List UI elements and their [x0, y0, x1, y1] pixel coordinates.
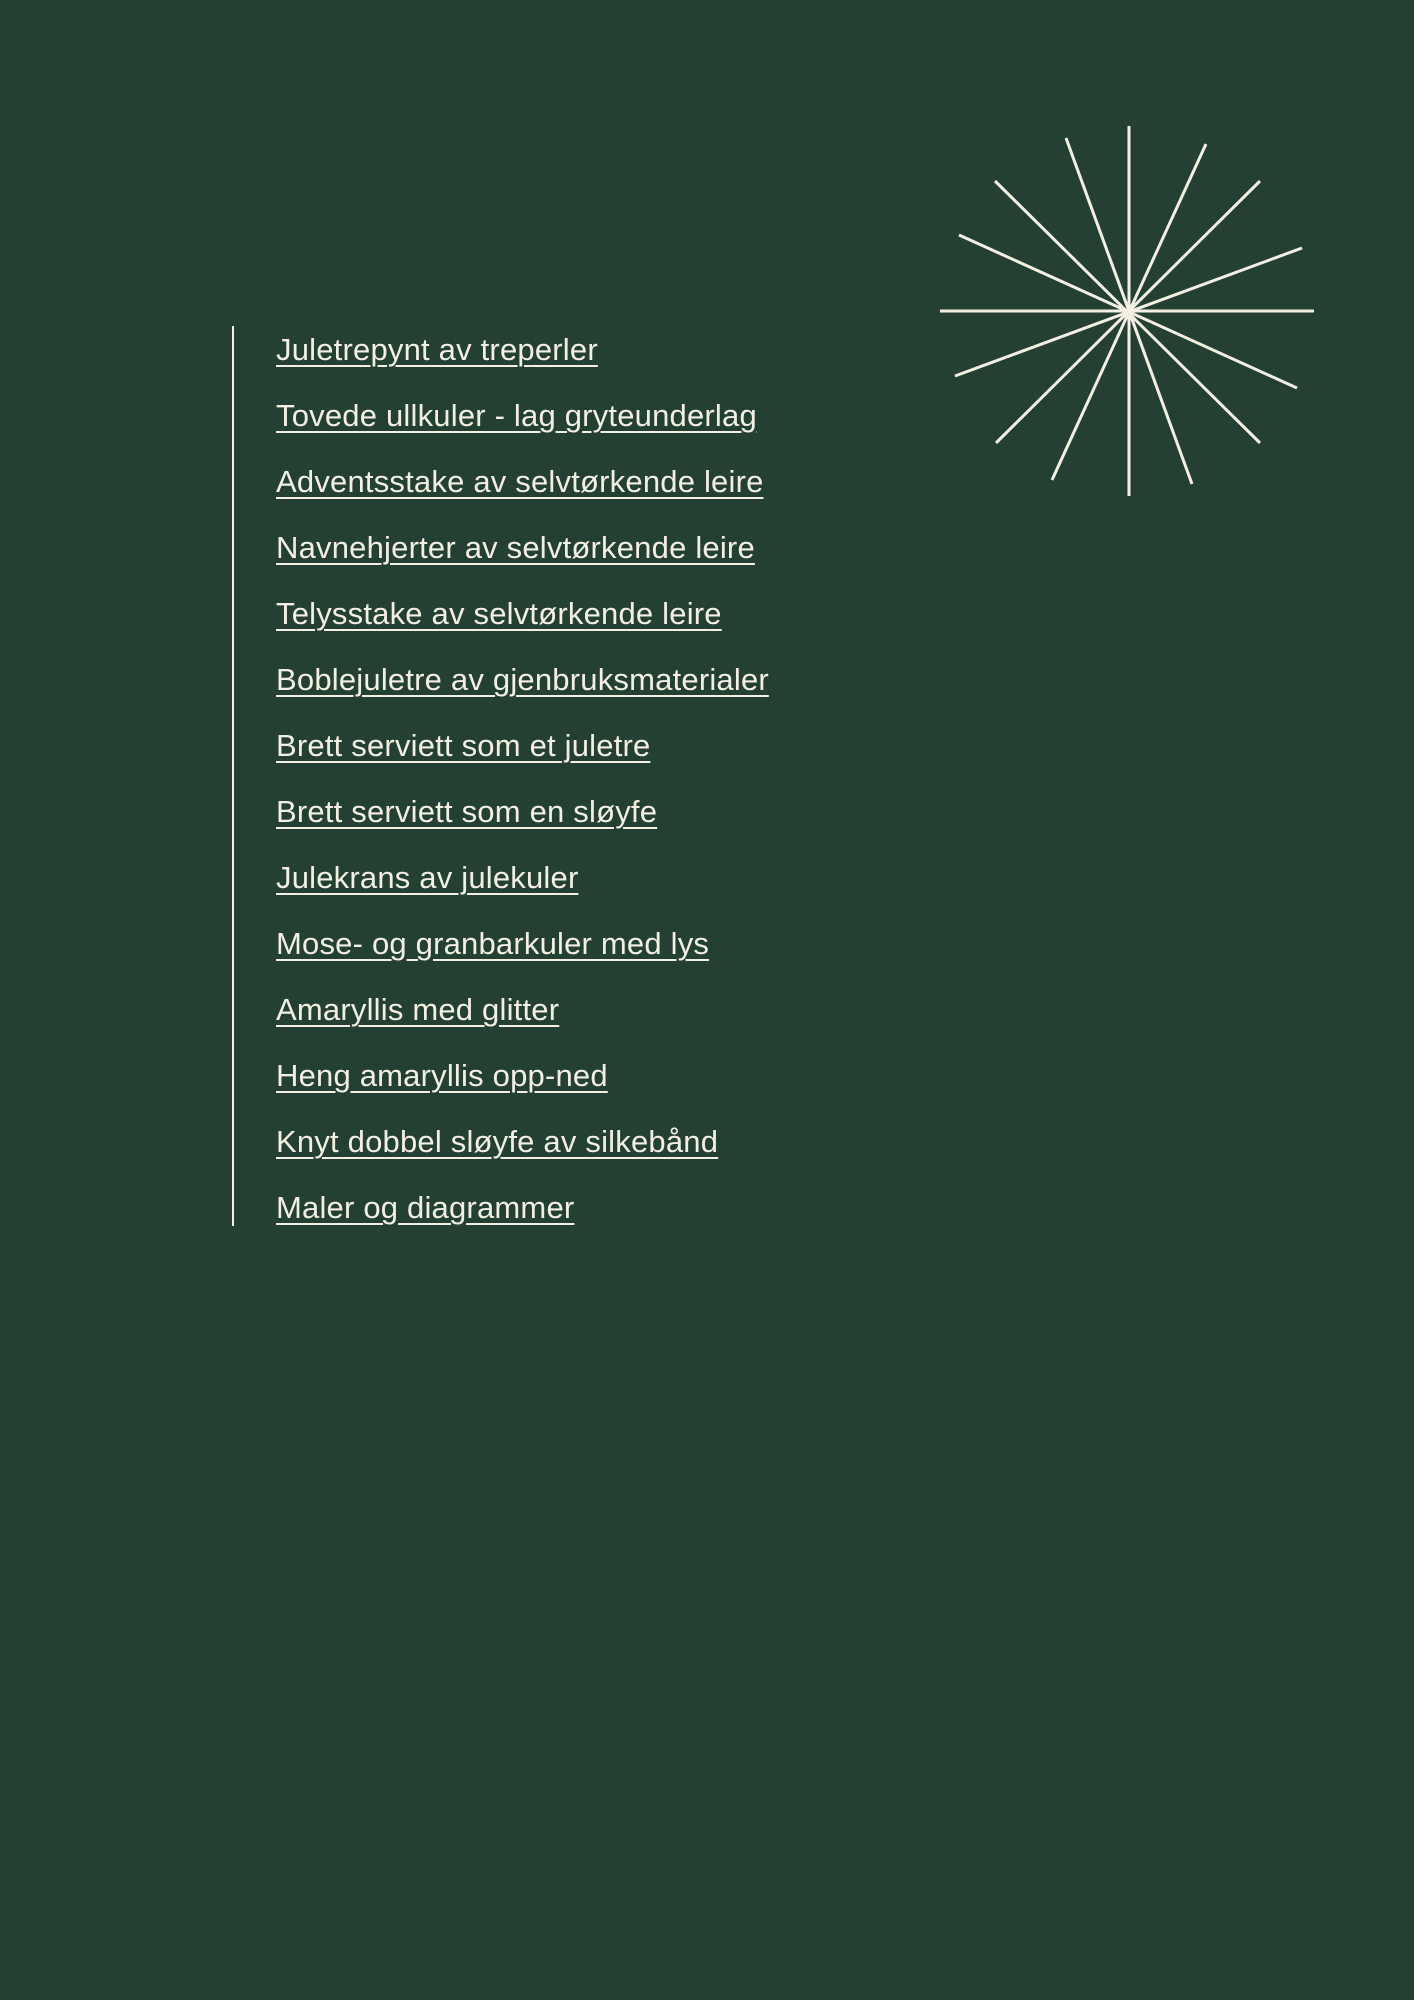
- toc-link-amaryllis-glitter[interactable]: Amaryllis med glitter: [276, 992, 560, 1027]
- toc-link-tovede-ullkuler[interactable]: Tovede ullkuler - lag gryteunderlag: [276, 398, 757, 433]
- list-item: [276, 920, 769, 986]
- toc-link-heng-amaryllis[interactable]: Heng amaryllis opp-ned: [276, 1058, 608, 1093]
- list-item: [276, 392, 769, 458]
- toc-link-serviett-sloyfe[interactable]: Brett serviett som en sløyfe: [276, 794, 658, 829]
- toc-link-telysstake[interactable]: Telysstake av selvtørkende leire: [276, 596, 722, 631]
- list-item: [276, 524, 769, 590]
- toc-link-serviett-juletre[interactable]: Brett serviett som et juletre: [276, 728, 651, 763]
- list-item: [276, 854, 769, 920]
- list-item: [276, 788, 769, 854]
- toc-link-navnehjerter[interactable]: Navnehjerter av selvtørkende leire: [276, 530, 755, 565]
- toc-link-boblejuletre[interactable]: Boblejuletre av gjenbruksmaterialer: [276, 662, 769, 697]
- list-item: [276, 590, 769, 656]
- list-item: [276, 326, 769, 392]
- toc-link-mose-granbarkuler[interactable]: Mose- og granbarkuler med lys: [276, 926, 710, 961]
- toc-link-adventsstake[interactable]: Adventsstake av selvtørkende leire: [276, 464, 764, 499]
- list-item: [276, 458, 769, 524]
- list-item: [276, 1118, 769, 1184]
- list-item: [276, 722, 769, 788]
- toc-link-maler-diagrammer[interactable]: Maler og diagrammer: [276, 1190, 575, 1225]
- list-item: [276, 986, 769, 1052]
- table-of-contents: [232, 326, 769, 1226]
- toc-link-julekrans[interactable]: Julekrans av julekuler: [276, 860, 579, 895]
- toc-list: [234, 326, 769, 1250]
- toc-link-juletrepynt-av-treperler[interactable]: Juletrepynt av treperler: [276, 332, 598, 367]
- list-item: [276, 1052, 769, 1118]
- list-item: [276, 1184, 769, 1250]
- list-item: [276, 656, 769, 722]
- starburst-icon: [940, 124, 1320, 500]
- toc-link-dobbel-sloyfe[interactable]: Knyt dobbel sløyfe av silkebånd: [276, 1124, 719, 1159]
